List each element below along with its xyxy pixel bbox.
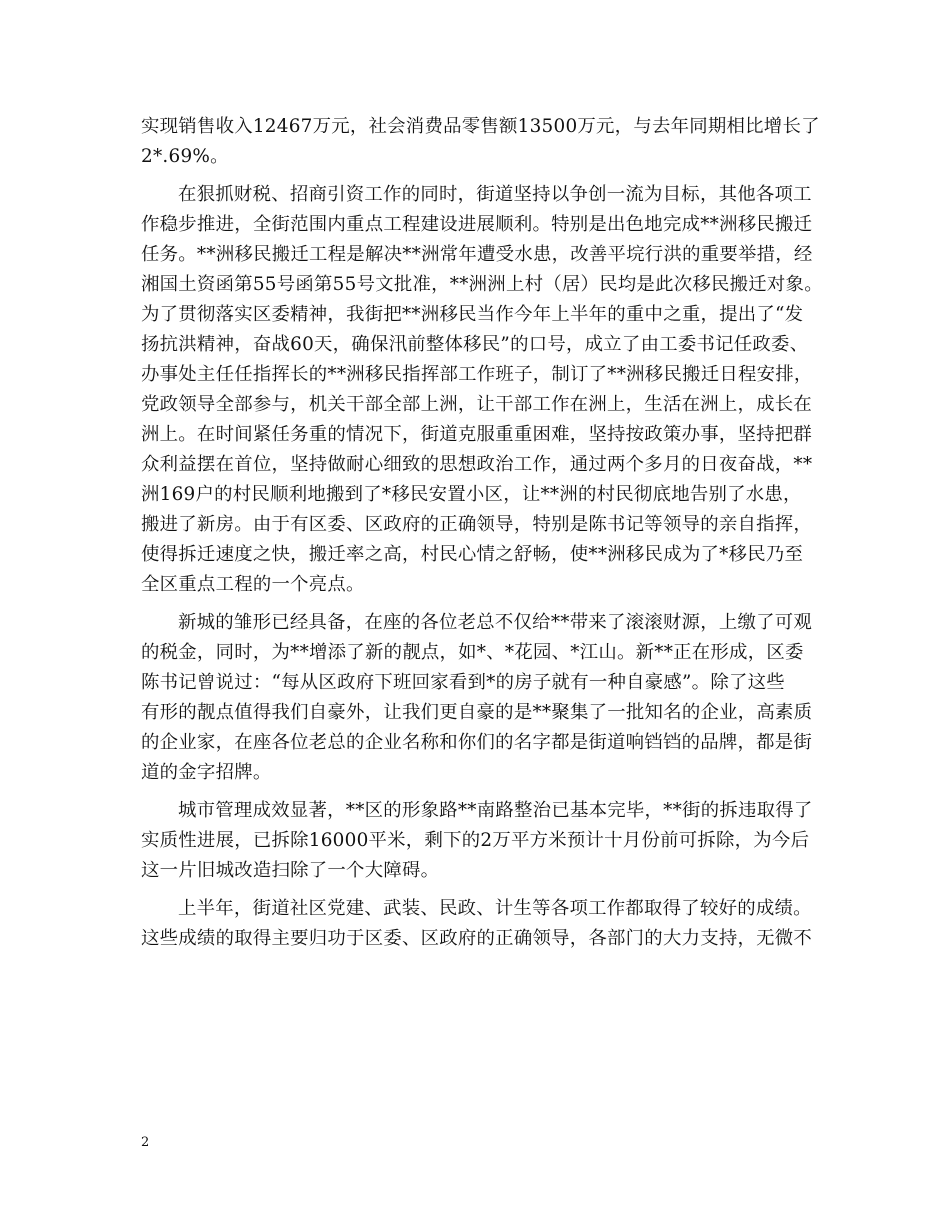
paragraph-start-line: 城市管理成效显著，**区的形象路**南路整治已基本完毕，**街的拆违取得了 — [178, 800, 813, 821]
text-line: 这一片旧城改造扫除了一个大障碍。 — [141, 860, 440, 881]
paragraph-start-line: 在狠抓财税、招商引资工作的同时，街道坚持以争创一流为目标，其他各项工 — [178, 184, 812, 205]
text-line: 湘国土资函第55号函第55号文批准，**洲洲上村（居）民均是此次移民搬迁对象。 — [141, 274, 823, 295]
text-line: 实质性进展，已拆除16000平米，剩下的2万平方米预计十月份前可拆除，为今后 — [141, 830, 810, 851]
text-line: 的企业家，在座各位老总的企业名称和你们的名字都是街道响铛铛的品牌，都是街 — [141, 732, 813, 753]
text-line: 党政领导全部参与，机关干部全部上洲，让干部工作在洲上，生活在洲上，成长在 — [141, 394, 813, 415]
text-line: 的税金，同时，为**增添了新的靓点，如*、*花园、*江山。新**正在形成，区委 — [141, 642, 804, 663]
text-line: 洲上。在时间紧任务重的情况下，街道克服重重困难，坚持按政策办事，坚持把群 — [141, 424, 813, 445]
text-line: 众利益摆在首位，坚持做耐心细致的思想政治工作，通过两个多月的日夜奋战，** — [141, 454, 813, 475]
paragraph-start-line: 上半年，街道社区党建、武装、民政、计生等各项工作都取得了较好的成绩。 — [178, 898, 812, 919]
text-line: 2*.69%。 — [141, 146, 229, 167]
text-line: 陈书记曾说过：“每从区政府下班回家看到*的房子就有一种自豪感”。除了这些 — [141, 672, 785, 693]
text-line: 有形的靓点值得我们自豪外，让我们更自豪的是**聚集了一批知名的企业，高素质 — [141, 702, 813, 723]
text-line: 作稳步推进，全街范围内重点工程建设进展顺利。特别是出色地完成**洲移民搬迁 — [141, 214, 813, 235]
text-line: 全区重点工程的一个亮点。 — [141, 574, 365, 595]
text-line: 办事处主任任指挥长的**洲移民指挥部工作班子，制订了**洲移民搬迁日程安排， — [141, 364, 813, 385]
text-line: 扬抗洪精神，奋战60天，确保汛前整体移民”的口号，成立了由工委书记任政委、 — [141, 334, 809, 355]
text-line: 任务。**洲移民搬迁工程是解决**洲常年遭受水患，改善平垸行洪的重要举措，经 — [141, 244, 813, 265]
text-line: 这些成绩的取得主要归功于区委、区政府的正确领导，各部门的大力支持，无微不 — [141, 928, 813, 949]
paragraph-start-line: 新城的雏形已经具备，在座的各位老总不仅给**带来了滚滚财源，上缴了可观 — [178, 612, 813, 633]
text-line: 为了贯彻落实区委精神，我街把**洲移民当作今年上半年的重中之重，提出了“发 — [141, 304, 804, 325]
text-line: 道的金字招牌。 — [141, 762, 272, 783]
body-text — [141, 112, 823, 954]
text-line: 实现销售收入12467万元，社会消费品零售额13500万元，与去年同期相比增长了 — [141, 116, 820, 137]
page-number: 2 — [141, 1135, 150, 1150]
text-line: 搬进了新房。由于有区委、区政府的正确领导，特别是陈书记等领导的亲自指挥， — [141, 514, 813, 535]
text-line: 洲169户的村民顺利地搬到了*移民安置小区，让**洲的村民彻底地告别了水患， — [141, 484, 802, 505]
text-line: 使得拆迁速度之快，搬迁率之高，村民心情之舒畅，使**洲移民成为了*移民乃至 — [141, 544, 804, 565]
